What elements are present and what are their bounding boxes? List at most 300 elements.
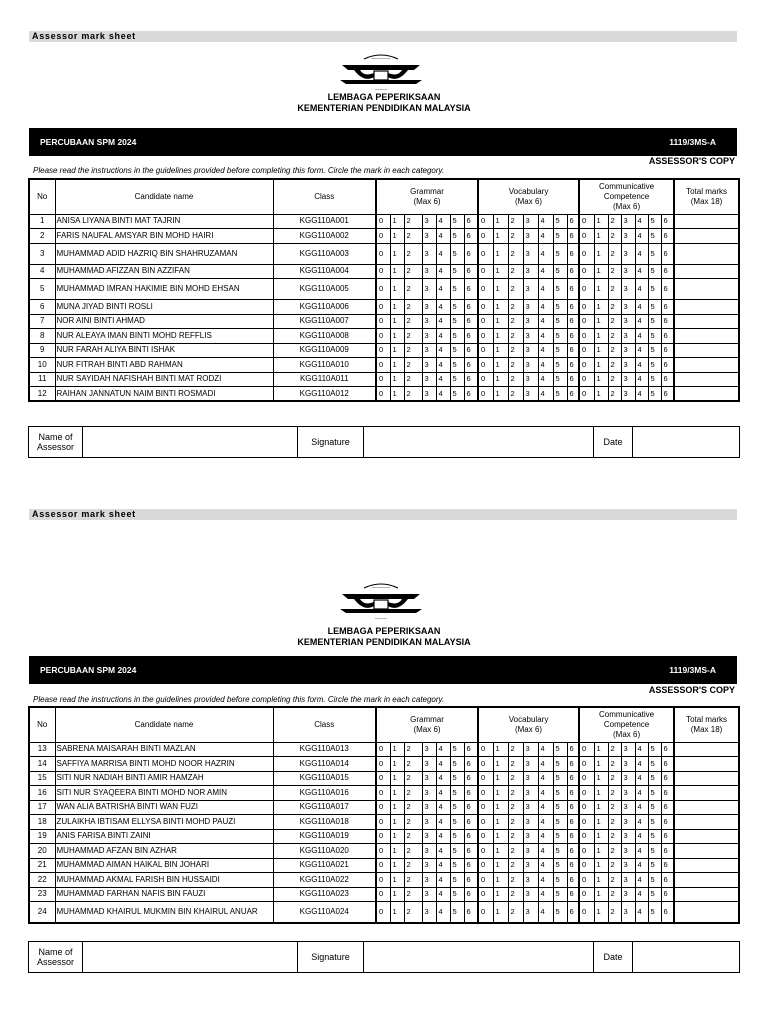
grammar-score-option[interactable]: 1 xyxy=(390,844,404,859)
vocabulary-score-option[interactable]: 1 xyxy=(493,844,508,859)
grammar-score-option[interactable]: 3 xyxy=(422,844,436,859)
vocabulary-score-option[interactable]: 2 xyxy=(508,786,523,801)
grammar-score-option[interactable]: 6 xyxy=(464,314,478,329)
communicative-score-option[interactable]: 2 xyxy=(608,858,621,873)
grammar-score-option[interactable]: 6 xyxy=(464,264,478,279)
communicative-score-option[interactable]: 4 xyxy=(635,757,648,772)
grammar-score-option[interactable]: 3 xyxy=(422,314,436,329)
vocabulary-score-option[interactable]: 3 xyxy=(523,300,538,315)
vocabulary-score-option[interactable]: 1 xyxy=(493,214,508,229)
grammar-score-option[interactable]: 5 xyxy=(450,329,464,344)
total-marks-field[interactable] xyxy=(674,786,739,801)
vocabulary-score-option[interactable]: 3 xyxy=(523,314,538,329)
vocabulary-score-option[interactable]: 4 xyxy=(538,372,553,387)
vocabulary-score-option[interactable]: 1 xyxy=(493,757,508,772)
grammar-score-option[interactable]: 2 xyxy=(404,902,422,923)
grammar-score-option[interactable]: 5 xyxy=(450,887,464,902)
total-marks-field[interactable] xyxy=(674,815,739,830)
communicative-score-option[interactable]: 3 xyxy=(621,873,635,888)
grammar-score-option[interactable]: 3 xyxy=(422,343,436,358)
communicative-score-option[interactable]: 3 xyxy=(621,902,635,923)
vocabulary-score-option[interactable]: 5 xyxy=(553,214,567,229)
communicative-score-option[interactable]: 1 xyxy=(594,358,608,373)
grammar-score-option[interactable]: 5 xyxy=(450,771,464,786)
communicative-score-option[interactable]: 3 xyxy=(621,279,635,300)
total-marks-field[interactable] xyxy=(674,757,739,772)
grammar-score-option[interactable]: 4 xyxy=(436,829,450,844)
grammar-score-option[interactable]: 4 xyxy=(436,264,450,279)
grammar-score-option[interactable]: 0 xyxy=(376,279,390,300)
vocabulary-score-option[interactable]: 5 xyxy=(553,829,567,844)
communicative-score-option[interactable]: 1 xyxy=(594,279,608,300)
grammar-score-option[interactable]: 0 xyxy=(376,229,390,244)
vocabulary-score-option[interactable]: 0 xyxy=(478,858,493,873)
vocabulary-score-option[interactable]: 6 xyxy=(567,314,579,329)
vocabulary-score-option[interactable]: 4 xyxy=(538,800,553,815)
communicative-score-option[interactable]: 6 xyxy=(661,858,674,873)
communicative-score-option[interactable]: 3 xyxy=(621,329,635,344)
vocabulary-score-option[interactable]: 5 xyxy=(553,742,567,757)
grammar-score-option[interactable]: 6 xyxy=(464,372,478,387)
communicative-score-option[interactable]: 6 xyxy=(661,887,674,902)
grammar-score-option[interactable]: 3 xyxy=(422,858,436,873)
vocabulary-score-option[interactable]: 1 xyxy=(493,858,508,873)
vocabulary-score-option[interactable]: 0 xyxy=(478,902,493,923)
communicative-score-option[interactable]: 4 xyxy=(635,742,648,757)
vocabulary-score-option[interactable]: 6 xyxy=(567,214,579,229)
vocabulary-score-option[interactable]: 2 xyxy=(508,229,523,244)
vocabulary-score-option[interactable]: 6 xyxy=(567,264,579,279)
communicative-score-option[interactable]: 1 xyxy=(594,329,608,344)
grammar-score-option[interactable]: 0 xyxy=(376,372,390,387)
vocabulary-score-option[interactable]: 2 xyxy=(508,343,523,358)
communicative-score-option[interactable]: 0 xyxy=(579,314,594,329)
grammar-score-option[interactable]: 4 xyxy=(436,800,450,815)
communicative-score-option[interactable]: 5 xyxy=(648,771,661,786)
communicative-score-option[interactable]: 4 xyxy=(635,815,648,830)
communicative-score-option[interactable]: 6 xyxy=(661,902,674,923)
vocabulary-score-option[interactable]: 2 xyxy=(508,771,523,786)
grammar-score-option[interactable]: 5 xyxy=(450,844,464,859)
communicative-score-option[interactable]: 4 xyxy=(635,358,648,373)
communicative-score-option[interactable]: 6 xyxy=(661,815,674,830)
vocabulary-score-option[interactable]: 5 xyxy=(553,858,567,873)
vocabulary-score-option[interactable]: 1 xyxy=(493,771,508,786)
communicative-score-option[interactable]: 4 xyxy=(635,229,648,244)
vocabulary-score-option[interactable]: 5 xyxy=(553,314,567,329)
vocabulary-score-option[interactable]: 2 xyxy=(508,358,523,373)
grammar-score-option[interactable]: 3 xyxy=(422,873,436,888)
communicative-score-option[interactable]: 0 xyxy=(579,243,594,264)
grammar-score-option[interactable]: 1 xyxy=(390,358,404,373)
vocabulary-score-option[interactable]: 0 xyxy=(478,800,493,815)
total-marks-field[interactable] xyxy=(674,873,739,888)
vocabulary-score-option[interactable]: 3 xyxy=(523,771,538,786)
vocabulary-score-option[interactable]: 0 xyxy=(478,229,493,244)
communicative-score-option[interactable]: 4 xyxy=(635,873,648,888)
vocabulary-score-option[interactable]: 4 xyxy=(538,902,553,923)
vocabulary-score-option[interactable]: 1 xyxy=(493,358,508,373)
grammar-score-option[interactable]: 5 xyxy=(450,243,464,264)
vocabulary-score-option[interactable]: 3 xyxy=(523,873,538,888)
grammar-score-option[interactable]: 4 xyxy=(436,757,450,772)
communicative-score-option[interactable]: 6 xyxy=(661,264,674,279)
grammar-score-option[interactable]: 0 xyxy=(376,844,390,859)
grammar-score-option[interactable]: 6 xyxy=(464,329,478,344)
communicative-score-option[interactable]: 3 xyxy=(621,300,635,315)
vocabulary-score-option[interactable]: 0 xyxy=(478,829,493,844)
vocabulary-score-option[interactable]: 6 xyxy=(567,771,579,786)
communicative-score-option[interactable]: 0 xyxy=(579,902,594,923)
communicative-score-option[interactable]: 2 xyxy=(608,757,621,772)
grammar-score-option[interactable]: 6 xyxy=(464,844,478,859)
total-marks-field[interactable] xyxy=(674,279,739,300)
communicative-score-option[interactable]: 0 xyxy=(579,279,594,300)
grammar-score-option[interactable]: 1 xyxy=(390,902,404,923)
vocabulary-score-option[interactable]: 5 xyxy=(553,372,567,387)
communicative-score-option[interactable]: 2 xyxy=(608,786,621,801)
vocabulary-score-option[interactable]: 3 xyxy=(523,329,538,344)
grammar-score-option[interactable]: 1 xyxy=(390,786,404,801)
communicative-score-option[interactable]: 3 xyxy=(621,343,635,358)
grammar-score-option[interactable]: 2 xyxy=(404,372,422,387)
communicative-score-option[interactable]: 4 xyxy=(635,329,648,344)
communicative-score-option[interactable]: 2 xyxy=(608,300,621,315)
communicative-score-option[interactable]: 0 xyxy=(579,815,594,830)
communicative-score-option[interactable]: 2 xyxy=(608,358,621,373)
grammar-score-option[interactable]: 2 xyxy=(404,343,422,358)
vocabulary-score-option[interactable]: 4 xyxy=(538,243,553,264)
vocabulary-score-option[interactable]: 1 xyxy=(493,314,508,329)
total-marks-field[interactable] xyxy=(674,214,739,229)
vocabulary-score-option[interactable]: 6 xyxy=(567,800,579,815)
communicative-score-option[interactable]: 0 xyxy=(579,858,594,873)
vocabulary-score-option[interactable]: 6 xyxy=(567,829,579,844)
communicative-score-option[interactable]: 3 xyxy=(621,800,635,815)
vocabulary-score-option[interactable]: 6 xyxy=(567,844,579,859)
vocabulary-score-option[interactable]: 3 xyxy=(523,815,538,830)
communicative-score-option[interactable]: 0 xyxy=(579,757,594,772)
grammar-score-option[interactable]: 6 xyxy=(464,800,478,815)
vocabulary-score-option[interactable]: 2 xyxy=(508,314,523,329)
communicative-score-option[interactable]: 5 xyxy=(648,264,661,279)
communicative-score-option[interactable]: 5 xyxy=(648,229,661,244)
grammar-score-option[interactable]: 5 xyxy=(450,358,464,373)
grammar-score-option[interactable]: 1 xyxy=(390,829,404,844)
grammar-score-option[interactable]: 3 xyxy=(422,264,436,279)
total-marks-field[interactable] xyxy=(674,829,739,844)
grammar-score-option[interactable]: 5 xyxy=(450,742,464,757)
communicative-score-option[interactable]: 3 xyxy=(621,829,635,844)
communicative-score-option[interactable]: 6 xyxy=(661,214,674,229)
grammar-score-option[interactable]: 6 xyxy=(464,343,478,358)
communicative-score-option[interactable]: 2 xyxy=(608,372,621,387)
communicative-score-option[interactable]: 4 xyxy=(635,829,648,844)
grammar-score-option[interactable]: 6 xyxy=(464,358,478,373)
grammar-score-option[interactable]: 2 xyxy=(404,829,422,844)
communicative-score-option[interactable]: 4 xyxy=(635,214,648,229)
communicative-score-option[interactable]: 4 xyxy=(635,887,648,902)
vocabulary-score-option[interactable]: 0 xyxy=(478,314,493,329)
grammar-score-option[interactable]: 2 xyxy=(404,873,422,888)
grammar-score-option[interactable]: 2 xyxy=(404,887,422,902)
communicative-score-option[interactable]: 1 xyxy=(594,771,608,786)
total-marks-field[interactable] xyxy=(674,243,739,264)
vocabulary-score-option[interactable]: 3 xyxy=(523,902,538,923)
grammar-score-option[interactable]: 6 xyxy=(464,771,478,786)
vocabulary-score-option[interactable]: 1 xyxy=(493,887,508,902)
vocabulary-score-option[interactable]: 2 xyxy=(508,387,523,402)
grammar-score-option[interactable]: 6 xyxy=(464,243,478,264)
communicative-score-option[interactable]: 2 xyxy=(608,343,621,358)
communicative-score-option[interactable]: 0 xyxy=(579,264,594,279)
communicative-score-option[interactable]: 5 xyxy=(648,786,661,801)
communicative-score-option[interactable]: 6 xyxy=(661,844,674,859)
vocabulary-score-option[interactable]: 2 xyxy=(508,844,523,859)
total-marks-field[interactable] xyxy=(674,358,739,373)
grammar-score-option[interactable]: 1 xyxy=(390,858,404,873)
grammar-score-option[interactable]: 0 xyxy=(376,786,390,801)
grammar-score-option[interactable]: 0 xyxy=(376,264,390,279)
grammar-score-option[interactable]: 0 xyxy=(376,214,390,229)
grammar-score-option[interactable]: 4 xyxy=(436,372,450,387)
communicative-score-option[interactable]: 1 xyxy=(594,858,608,873)
communicative-score-option[interactable]: 5 xyxy=(648,387,661,402)
communicative-score-option[interactable]: 6 xyxy=(661,329,674,344)
grammar-score-option[interactable]: 0 xyxy=(376,771,390,786)
communicative-score-option[interactable]: 6 xyxy=(661,314,674,329)
vocabulary-score-option[interactable]: 2 xyxy=(508,757,523,772)
communicative-score-option[interactable]: 4 xyxy=(635,771,648,786)
grammar-score-option[interactable]: 6 xyxy=(464,279,478,300)
total-marks-field[interactable] xyxy=(674,300,739,315)
communicative-score-option[interactable]: 1 xyxy=(594,815,608,830)
communicative-score-option[interactable]: 6 xyxy=(661,243,674,264)
vocabulary-score-option[interactable]: 6 xyxy=(567,786,579,801)
signature-field[interactable] xyxy=(364,942,594,973)
vocabulary-score-option[interactable]: 0 xyxy=(478,343,493,358)
grammar-score-option[interactable]: 2 xyxy=(404,387,422,402)
total-marks-field[interactable] xyxy=(674,329,739,344)
vocabulary-score-option[interactable]: 3 xyxy=(523,786,538,801)
vocabulary-score-option[interactable]: 1 xyxy=(493,742,508,757)
communicative-score-option[interactable]: 3 xyxy=(621,372,635,387)
vocabulary-score-option[interactable]: 0 xyxy=(478,887,493,902)
communicative-score-option[interactable]: 4 xyxy=(635,264,648,279)
vocabulary-score-option[interactable]: 2 xyxy=(508,372,523,387)
grammar-score-option[interactable]: 4 xyxy=(436,279,450,300)
grammar-score-option[interactable]: 5 xyxy=(450,214,464,229)
grammar-score-option[interactable]: 2 xyxy=(404,844,422,859)
grammar-score-option[interactable]: 4 xyxy=(436,387,450,402)
communicative-score-option[interactable]: 0 xyxy=(579,329,594,344)
vocabulary-score-option[interactable]: 1 xyxy=(493,343,508,358)
grammar-score-option[interactable]: 4 xyxy=(436,873,450,888)
grammar-score-option[interactable]: 2 xyxy=(404,358,422,373)
grammar-score-option[interactable]: 1 xyxy=(390,757,404,772)
communicative-score-option[interactable]: 0 xyxy=(579,300,594,315)
grammar-score-option[interactable]: 3 xyxy=(422,815,436,830)
vocabulary-score-option[interactable]: 2 xyxy=(508,815,523,830)
vocabulary-score-option[interactable]: 4 xyxy=(538,858,553,873)
grammar-score-option[interactable]: 6 xyxy=(464,214,478,229)
communicative-score-option[interactable]: 0 xyxy=(579,829,594,844)
vocabulary-score-option[interactable]: 5 xyxy=(553,343,567,358)
communicative-score-option[interactable]: 2 xyxy=(608,314,621,329)
vocabulary-score-option[interactable]: 0 xyxy=(478,264,493,279)
vocabulary-score-option[interactable]: 4 xyxy=(538,387,553,402)
total-marks-field[interactable] xyxy=(674,858,739,873)
communicative-score-option[interactable]: 2 xyxy=(608,844,621,859)
grammar-score-option[interactable]: 4 xyxy=(436,815,450,830)
communicative-score-option[interactable]: 5 xyxy=(648,858,661,873)
vocabulary-score-option[interactable]: 0 xyxy=(478,358,493,373)
vocabulary-score-option[interactable]: 3 xyxy=(523,358,538,373)
grammar-score-option[interactable]: 1 xyxy=(390,329,404,344)
grammar-score-option[interactable]: 3 xyxy=(422,786,436,801)
total-marks-field[interactable] xyxy=(674,372,739,387)
communicative-score-option[interactable]: 5 xyxy=(648,343,661,358)
communicative-score-option[interactable]: 0 xyxy=(579,887,594,902)
vocabulary-score-option[interactable]: 5 xyxy=(553,757,567,772)
communicative-score-option[interactable]: 4 xyxy=(635,343,648,358)
communicative-score-option[interactable]: 2 xyxy=(608,815,621,830)
communicative-score-option[interactable]: 1 xyxy=(594,243,608,264)
communicative-score-option[interactable]: 6 xyxy=(661,829,674,844)
vocabulary-score-option[interactable]: 4 xyxy=(538,214,553,229)
grammar-score-option[interactable]: 4 xyxy=(436,771,450,786)
grammar-score-option[interactable]: 1 xyxy=(390,300,404,315)
communicative-score-option[interactable]: 1 xyxy=(594,387,608,402)
grammar-score-option[interactable]: 3 xyxy=(422,229,436,244)
vocabulary-score-option[interactable]: 4 xyxy=(538,264,553,279)
grammar-score-option[interactable]: 6 xyxy=(464,829,478,844)
grammar-score-option[interactable]: 2 xyxy=(404,279,422,300)
communicative-score-option[interactable]: 2 xyxy=(608,873,621,888)
vocabulary-score-option[interactable]: 0 xyxy=(478,815,493,830)
total-marks-field[interactable] xyxy=(674,800,739,815)
grammar-score-option[interactable]: 0 xyxy=(376,800,390,815)
communicative-score-option[interactable]: 1 xyxy=(594,300,608,315)
grammar-score-option[interactable]: 6 xyxy=(464,815,478,830)
grammar-score-option[interactable]: 5 xyxy=(450,229,464,244)
vocabulary-score-option[interactable]: 4 xyxy=(538,829,553,844)
grammar-score-option[interactable]: 4 xyxy=(436,358,450,373)
vocabulary-score-option[interactable]: 1 xyxy=(493,786,508,801)
communicative-score-option[interactable]: 0 xyxy=(579,786,594,801)
grammar-score-option[interactable]: 6 xyxy=(464,300,478,315)
grammar-score-option[interactable]: 0 xyxy=(376,902,390,923)
communicative-score-option[interactable]: 3 xyxy=(621,742,635,757)
vocabulary-score-option[interactable]: 1 xyxy=(493,387,508,402)
vocabulary-score-option[interactable]: 5 xyxy=(553,279,567,300)
vocabulary-score-option[interactable]: 4 xyxy=(538,343,553,358)
vocabulary-score-option[interactable]: 1 xyxy=(493,815,508,830)
vocabulary-score-option[interactable]: 1 xyxy=(493,873,508,888)
vocabulary-score-option[interactable]: 1 xyxy=(493,300,508,315)
total-marks-field[interactable] xyxy=(674,264,739,279)
vocabulary-score-option[interactable]: 5 xyxy=(553,902,567,923)
vocabulary-score-option[interactable]: 0 xyxy=(478,372,493,387)
vocabulary-score-option[interactable]: 6 xyxy=(567,343,579,358)
communicative-score-option[interactable]: 0 xyxy=(579,372,594,387)
vocabulary-score-option[interactable]: 3 xyxy=(523,372,538,387)
vocabulary-score-option[interactable]: 1 xyxy=(493,329,508,344)
grammar-score-option[interactable]: 3 xyxy=(422,757,436,772)
communicative-score-option[interactable]: 2 xyxy=(608,279,621,300)
grammar-score-option[interactable]: 3 xyxy=(422,329,436,344)
grammar-score-option[interactable]: 4 xyxy=(436,243,450,264)
grammar-score-option[interactable]: 4 xyxy=(436,887,450,902)
grammar-score-option[interactable]: 2 xyxy=(404,815,422,830)
communicative-score-option[interactable]: 5 xyxy=(648,372,661,387)
communicative-score-option[interactable]: 4 xyxy=(635,243,648,264)
grammar-score-option[interactable]: 6 xyxy=(464,902,478,923)
communicative-score-option[interactable]: 3 xyxy=(621,229,635,244)
grammar-score-option[interactable]: 0 xyxy=(376,815,390,830)
assessor-name-field[interactable] xyxy=(83,427,298,458)
vocabulary-score-option[interactable]: 2 xyxy=(508,800,523,815)
grammar-score-option[interactable]: 1 xyxy=(390,229,404,244)
communicative-score-option[interactable]: 3 xyxy=(621,757,635,772)
grammar-score-option[interactable]: 1 xyxy=(390,343,404,358)
communicative-score-option[interactable]: 4 xyxy=(635,314,648,329)
communicative-score-option[interactable]: 2 xyxy=(608,229,621,244)
grammar-score-option[interactable]: 0 xyxy=(376,829,390,844)
communicative-score-option[interactable]: 5 xyxy=(648,314,661,329)
vocabulary-score-option[interactable]: 4 xyxy=(538,771,553,786)
communicative-score-option[interactable]: 2 xyxy=(608,264,621,279)
vocabulary-score-option[interactable]: 1 xyxy=(493,902,508,923)
vocabulary-score-option[interactable]: 5 xyxy=(553,873,567,888)
date-field[interactable] xyxy=(633,427,740,458)
signature-field[interactable] xyxy=(364,427,594,458)
communicative-score-option[interactable]: 1 xyxy=(594,229,608,244)
communicative-score-option[interactable]: 3 xyxy=(621,844,635,859)
grammar-score-option[interactable]: 4 xyxy=(436,742,450,757)
grammar-score-option[interactable]: 5 xyxy=(450,757,464,772)
vocabulary-score-option[interactable]: 6 xyxy=(567,372,579,387)
communicative-score-option[interactable]: 6 xyxy=(661,786,674,801)
grammar-score-option[interactable]: 3 xyxy=(422,771,436,786)
grammar-score-option[interactable]: 3 xyxy=(422,214,436,229)
communicative-score-option[interactable]: 0 xyxy=(579,343,594,358)
grammar-score-option[interactable]: 2 xyxy=(404,300,422,315)
grammar-score-option[interactable]: 5 xyxy=(450,786,464,801)
vocabulary-score-option[interactable]: 3 xyxy=(523,343,538,358)
communicative-score-option[interactable]: 3 xyxy=(621,815,635,830)
vocabulary-score-option[interactable]: 2 xyxy=(508,902,523,923)
communicative-score-option[interactable]: 3 xyxy=(621,887,635,902)
communicative-score-option[interactable]: 5 xyxy=(648,887,661,902)
grammar-score-option[interactable]: 3 xyxy=(422,387,436,402)
grammar-score-option[interactable]: 0 xyxy=(376,243,390,264)
grammar-score-option[interactable]: 3 xyxy=(422,887,436,902)
communicative-score-option[interactable]: 5 xyxy=(648,873,661,888)
vocabulary-score-option[interactable]: 5 xyxy=(553,300,567,315)
grammar-score-option[interactable]: 2 xyxy=(404,329,422,344)
grammar-score-option[interactable]: 1 xyxy=(390,815,404,830)
grammar-score-option[interactable]: 0 xyxy=(376,873,390,888)
vocabulary-score-option[interactable]: 3 xyxy=(523,387,538,402)
grammar-score-option[interactable]: 4 xyxy=(436,214,450,229)
communicative-score-option[interactable]: 0 xyxy=(579,742,594,757)
communicative-score-option[interactable]: 6 xyxy=(661,279,674,300)
communicative-score-option[interactable]: 3 xyxy=(621,786,635,801)
vocabulary-score-option[interactable]: 3 xyxy=(523,742,538,757)
grammar-score-option[interactable]: 2 xyxy=(404,771,422,786)
communicative-score-option[interactable]: 1 xyxy=(594,887,608,902)
